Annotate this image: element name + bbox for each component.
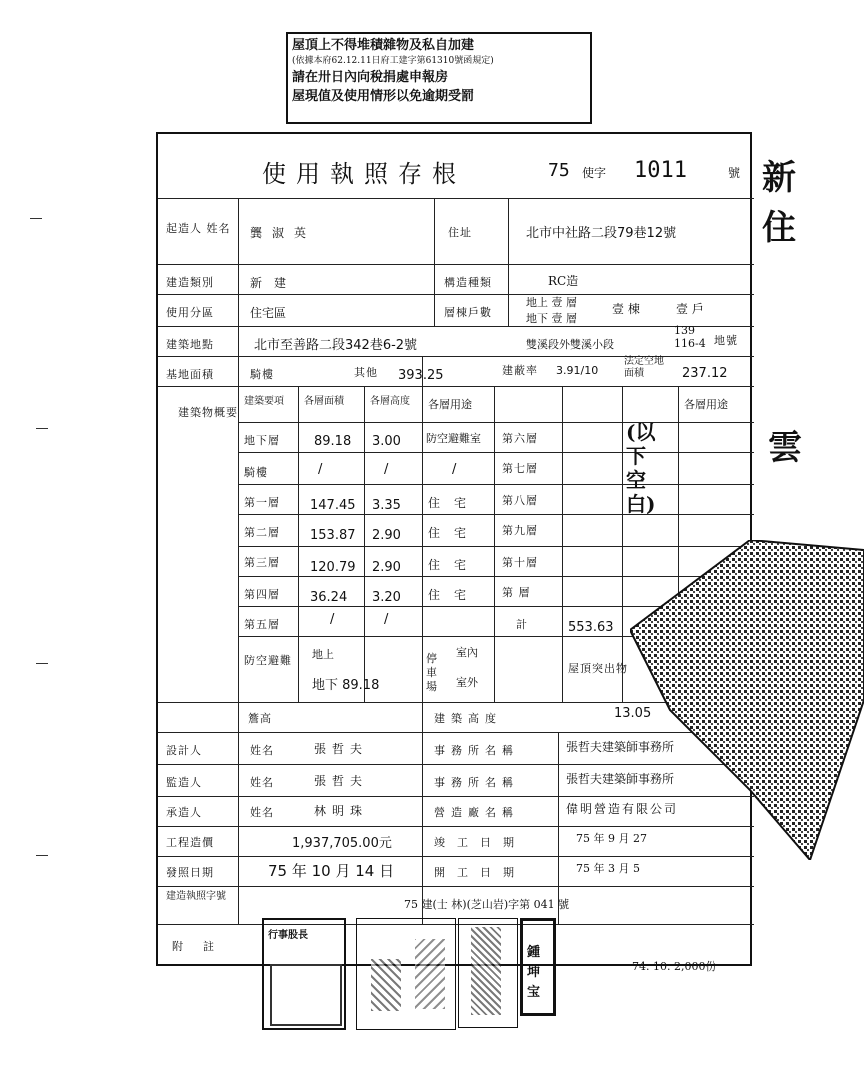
structure-value: RC造 [548,274,579,288]
lot-number: 139 116-4 [674,324,706,350]
floor-area-4: 36.24 [310,590,348,605]
signature-seal-icon [371,959,401,1011]
zone-value: 住宅區 [250,306,287,320]
floor-name-2: 第二層 [244,526,280,539]
floor-height-2: 2.90 [372,528,401,543]
parking-outdoor: 室外 [456,676,478,689]
contractor-name-label: 姓名 [250,806,274,819]
permit-label: 建造執照字號 [166,891,226,902]
supervisor-label: 監造人 [166,776,202,789]
parking-indoor: 室內 [456,646,478,659]
form-title: 使用執照存根 [262,160,466,188]
floors-below: 地下 壹 層 [526,312,577,325]
floor-height-3: 2.90 [372,560,401,575]
floor-use-4: 住宅 [428,588,481,602]
designer-office-label: 事務所名稱 [434,744,519,757]
floor-name-n: 第 層 [502,586,531,599]
floor-height-1: 3.35 [372,498,401,513]
permit-word: 使字 [582,166,607,180]
shelter-label: 防空避難 [244,654,292,667]
height-label: 建築高度 [434,712,502,725]
coverage-label: 建蔽率 [502,364,538,377]
inspector-seal-name: 鍾坤宝 [527,945,541,1000]
shelter-above: 地上 [312,648,334,661]
floor-name-7: 第七層 [502,462,538,475]
designer-label: 設計人 [166,744,202,757]
dept-stamp [262,918,346,1030]
site-land: 雙溪段外雙溪小段 [526,338,614,351]
issue-date: 75 年 10 月 14 日 [268,862,395,880]
supervisor-office: 張哲夫建築師事務所 [566,772,675,786]
arcade-label: 騎樓 [250,368,274,381]
edge-character: 新 [762,158,796,198]
floor-height-basement: 3.00 [372,434,401,449]
torn-paper-fragment [630,540,864,860]
margin-mark [30,218,42,219]
notice-line-2: (依據本府62.12.11日府工建字第61310號函規定) [292,56,494,66]
category-label: 建造類別 [166,276,214,289]
header-area: 各層面積 [304,396,344,407]
applicant-label: 起造人 姓名 [166,222,231,235]
signature-box-1 [356,918,456,1030]
designer-name-label: 姓名 [250,744,274,757]
permit-number-value: 75 建(士 林)(芝山岩)字第 041 號 [404,898,570,911]
header-height: 各層高度 [370,396,410,407]
contractor-firm: 偉明營造有限公司 [566,802,679,816]
legal-area: 237.12 [682,366,728,381]
header-use: 各層用途 [428,398,472,411]
edge-character: 住 [762,208,796,248]
footer-print: 74. 10. 2,000份 [632,960,717,973]
structure-label: 構造種類 [444,276,492,289]
blank-note: (以下空白) [626,420,656,516]
units-count: 壹 戶 [676,302,704,316]
permit-suffix: 號 [728,166,741,180]
dept-stamp-label: 行事股長 [268,930,308,941]
shelter-below: 地下 89.18 [312,678,380,693]
contractor-firm-label: 營造廠名稱 [434,806,519,819]
start-label: 開工日期 [434,866,526,879]
floor-height-4: 3.20 [372,590,401,605]
floor-use-2: 住宅 [428,526,481,540]
floor-name-basement: 地下層 [244,434,280,447]
other-label: 其他 [354,366,378,379]
inspector-seal [520,918,556,1016]
parking-label: 停車場 [426,652,438,693]
floor-use-3: 住宅 [428,558,481,572]
site-label: 建築地點 [166,338,214,351]
issue-date-label: 發照日期 [166,866,214,879]
finish-date: 75 年 9 月 27 [576,832,647,845]
floor-area-5: / [330,612,335,627]
floor-area-1: 147.45 [310,498,356,513]
notice-line-3: 請在卅日內向稅捐處申報房 [292,70,449,85]
site-address: 北市至善路二段342巷6-2號 [254,338,418,353]
contractor-label: 承造人 [166,806,202,819]
floor-name-6: 第六層 [502,432,538,445]
floor-use-basement: 防空避難室 [426,432,481,445]
building-height: 13.05 [614,706,652,721]
contractor-name: 林明珠 [314,804,369,818]
floor-name-8: 第八層 [502,494,538,507]
seal-icon [270,964,342,1026]
margin-mark [36,428,48,429]
signature-box-2 [458,918,518,1028]
supervisor-office-label: 事務所名稱 [434,776,519,789]
other-area: 393.25 [398,368,444,383]
signature-seal-icon [471,927,501,1015]
finish-label: 竣工日期 [434,836,526,849]
header-item: 建築要項 [244,396,284,407]
floor-name-3: 第三層 [244,556,280,569]
supervisor-name: 張哲夫 [314,774,369,788]
floor-name-1: 第一層 [244,496,280,509]
site-area-label: 基地面積 [166,368,214,381]
coverage-value: 3.91/10 [556,364,599,377]
floor-height-5: / [384,612,389,627]
notice-box [286,32,592,124]
edge-character: 雲 [768,428,802,468]
start-date: 75 年 3 月 5 [576,862,640,875]
legal-area-label: 法定空地面積 [624,356,664,379]
floor-name-4: 第四層 [244,588,280,601]
buildings-count: 壹 棟 [612,302,640,316]
owner-name: 龔淑英 [250,226,317,240]
designer-office: 張哲夫建築師事務所 [566,740,675,754]
floor-height-arcade: / [384,462,389,477]
floor-area-basement: 89.18 [314,434,352,449]
floors-above: 地上 壹 層 [526,296,577,309]
owner-address: 北市中社路二段79巷12號 [526,226,677,241]
zone-label: 使用分區 [166,306,214,319]
supervisor-name-label: 姓名 [250,776,274,789]
permit-number: 1011 [634,158,687,183]
remark-label: 附註 [172,940,234,953]
rooftop-label: 屋頂突出物 [568,662,628,675]
header-use-right: 各層用途 [684,398,728,411]
permit-year: 75 [548,160,570,181]
category-value: 新建 [250,276,299,290]
floor-name-5: 第五層 [244,618,280,631]
floor-area-2: 153.87 [310,528,356,543]
designer-name: 張哲夫 [314,742,369,756]
address-label: 住址 [448,226,472,239]
notice-line-4: 屋現值及使用情形以免逾期受罰 [292,89,475,104]
total-area: 553.63 [568,620,614,635]
floor-use-1: 住宅 [428,496,481,510]
margin-mark [36,663,48,664]
total-label: 計 [516,618,528,631]
floor-name-10: 第十層 [502,556,538,569]
margin-mark [36,855,48,856]
signature-seal-icon [415,939,445,1009]
floor-name-9: 第九層 [502,524,538,537]
floor-area-3: 120.79 [310,560,356,575]
floor-name-arcade: 騎樓 [244,466,268,479]
eaves-label: 簷高 [248,712,272,725]
notice-line-1: 屋頂上不得堆積雜物及私自加建 [292,38,475,53]
floors-label: 層棟戶數 [444,306,492,319]
floor-use-arcade: / [452,462,457,477]
floor-area-arcade: / [318,462,323,477]
lot-label: 地號 [714,334,738,347]
building-summary-label: 建築物概要 [178,406,238,419]
cost-value: 1,937,705.00元 [292,836,392,851]
cost-label: 工程造價 [166,836,214,849]
